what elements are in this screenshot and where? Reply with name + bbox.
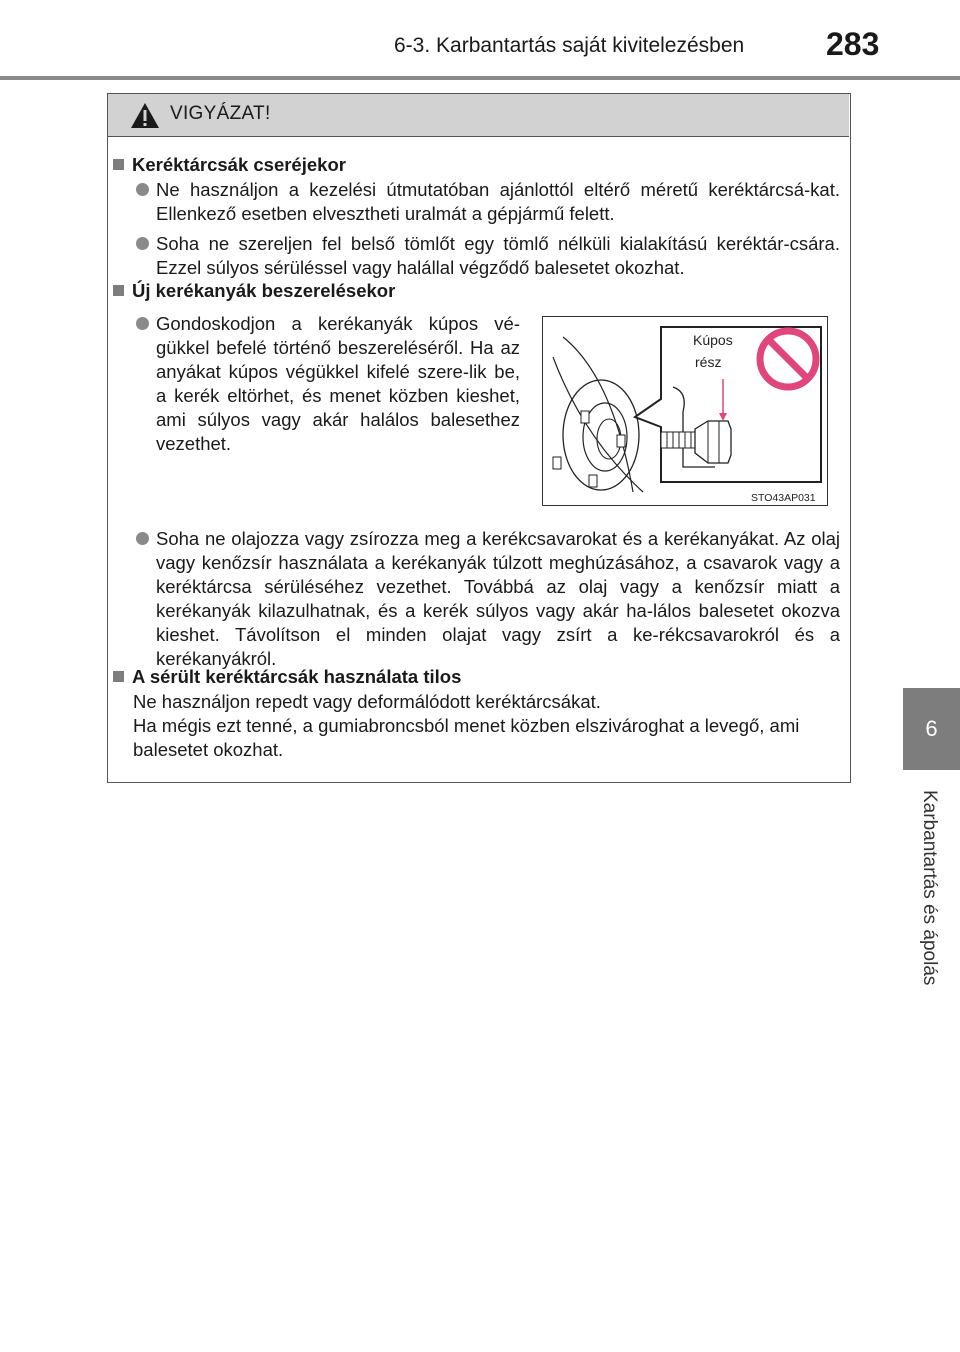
chapter-tab: 6 [903, 688, 960, 770]
square-bullet-icon [113, 285, 124, 296]
bullet-text: Soha ne szereljen fel belső tömlőt egy tömlő nélküli kialakítású keréktár-csára. Ezzel súlyos sérüléssel vagy halállal végződő balesetet okozhat. [156, 233, 840, 278]
square-bullet-icon [113, 671, 124, 682]
section-heading-text: Keréktárcsák cseréjekor [132, 154, 346, 175]
round-bullet-icon [136, 237, 149, 250]
square-bullet-icon [113, 159, 124, 170]
section-heading-rim-replacement [113, 154, 346, 176]
paragraph-text: Ne használjon repedt vagy deformálódott keréktárcsákat. [133, 691, 601, 712]
chapter-title [912, 790, 948, 1010]
chapter-title-text: Karbantartás és ápolás [919, 790, 940, 986]
paragraph-text: Ha mégis ezt tenné, a gumiabroncsból menet közben elszivároghat a levegő, ami balesetet okozhat. [133, 715, 800, 760]
section-heading-damaged-rims [113, 666, 461, 688]
header-divider [0, 76, 960, 80]
figure-label-line2: rész [695, 354, 722, 370]
round-bullet-icon [136, 183, 149, 196]
bullet-text: Ne használjon a kezelési útmutatóban ajánlottól eltérő méretű keréktárcsá-kat. Ellenkező esetben elvesztheti uralmát a gépjármű felett. [156, 179, 840, 224]
section-heading-new-nuts [113, 280, 395, 302]
wheel-nut-illustration [542, 316, 828, 506]
warning-triangle-icon [130, 102, 160, 129]
section-heading-text: A sérült keréktárcsák használata tilos [132, 666, 462, 687]
figure-code: STO43AP031 [751, 492, 816, 504]
figure-label-line1: Kúpos [693, 332, 733, 348]
bullet-text: Soha ne olajozza vagy zsírozza meg a kerékcsavarokat és a kerékanyákat. Az olaj vagy kenőzsír használata a kerékanyák túlzott meghúzásához, a csavarok vagy a keréktárcsa sérüléséhez vezethet. Továbbá az olaj vagy a kenőzsír miatt a kerékanyák kilazulhatnak, és a kerék súlyos vagy akár ha-lálos balesetet okozva kieshet. Távolítson el minden olajat vagy zsírt a ke-rékcsavarokról és a kerékanyákról. [156, 528, 840, 669]
round-bullet-icon [136, 532, 149, 545]
warning-header [108, 94, 849, 137]
warning-title: VIGYÁZAT! [170, 103, 271, 124]
section-title: 6-3. Karbantartás saját kivitelezésben [394, 34, 745, 57]
wheel-hub-drawing [543, 317, 826, 504]
page-number: 283 [826, 26, 880, 62]
section-heading-text: Új kerékanyák beszerelésekor [132, 280, 396, 301]
round-bullet-icon [136, 317, 149, 330]
bullet-text: Gondoskodjon a kerékanyák kúpos vé-gükkel befelé történő beszereléséről. Ha az anyákat kúpos végükkel kifelé szere-lik be, a kerék eltörhet, és menet közben kieshet, ami súlyos vagy akár halálos balesethez vezethet. [156, 313, 520, 454]
